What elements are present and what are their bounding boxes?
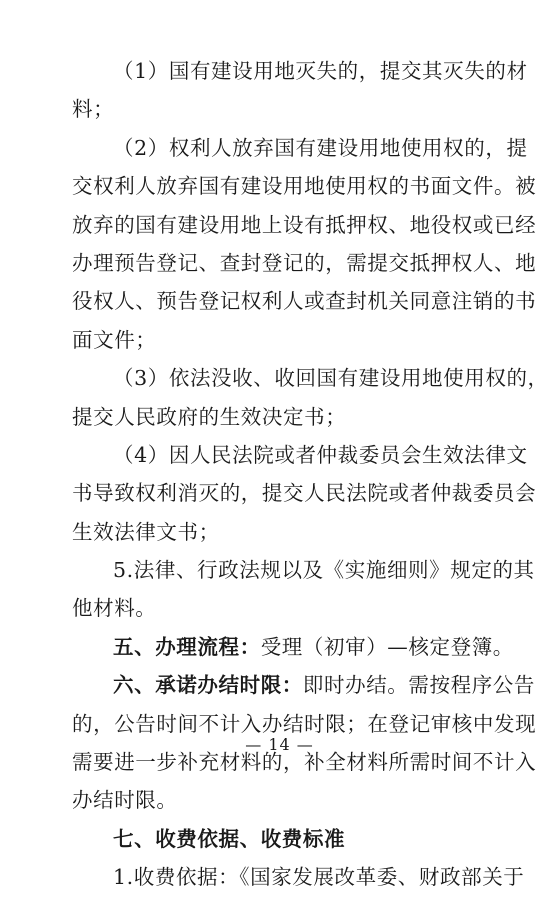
- section-6-text: 即时办结。需按程序公告: [302, 673, 536, 698]
- text-line: （2）权利人放弃国有建设用地使用权的，提: [113, 135, 528, 160]
- section-7-heading: 七、收费依据、收费标准: [113, 826, 346, 851]
- page-number: — 14 —: [245, 735, 314, 754]
- text-line: 役权人、预告登记权利人或查封机关同意注销的书: [72, 289, 537, 314]
- section-5-paragraph: [72, 628, 514, 666]
- text-line: 他材料。: [72, 596, 157, 621]
- text-line: 办理预告登记、查封登记的，需提交抵押权人、地: [72, 250, 537, 275]
- text-line: 放弃的国有建设用地上设有抵押权、地役权或已经: [72, 212, 537, 237]
- text-line: 5.法律、行政法规以及《实施细则》规定的其: [113, 558, 535, 583]
- text-line: 交权利人放弃国有建设用地使用权的书面文件。被: [72, 174, 537, 199]
- document-lines: [72, 52, 549, 628]
- text-line: 料；: [72, 97, 115, 122]
- text-line: （4）因人民法院或者仲裁委员会生效法律文: [113, 442, 528, 467]
- text-line: （1）国有建设用地灭失的，提交其灭失的材: [113, 59, 528, 83]
- text-line: 生效法律文书；: [72, 519, 220, 544]
- section-6-line: 的，公告时间不计入办结时限；在登记审核中发现: [72, 711, 537, 736]
- section-5-heading: 五、办理流程：: [113, 634, 261, 659]
- text-line: 书导致权利消灭的，提交人民法院或者仲裁委员会: [72, 481, 537, 506]
- section-6-line: 办结时限。: [72, 788, 178, 813]
- section-6-line: 需要进一步补充材料的，补全材料所需时间不计入: [72, 750, 537, 775]
- text-line: 提交人民政府的生效决定书；: [72, 404, 347, 429]
- text-line: 面文件；: [72, 327, 157, 352]
- section-7-item-1: 1.收费依据：《国家发展改革委、财政部关于: [113, 865, 525, 890]
- text-line: （3）依法没收、收回国有建设用地使用权的，: [113, 366, 549, 391]
- section-6-paragraph: [72, 666, 536, 704]
- document-body: [72, 52, 549, 897]
- section-6-heading: 六、承诺办结时限：: [113, 673, 303, 698]
- section-5-text: 受理（初审）—核定登簿。: [260, 634, 514, 659]
